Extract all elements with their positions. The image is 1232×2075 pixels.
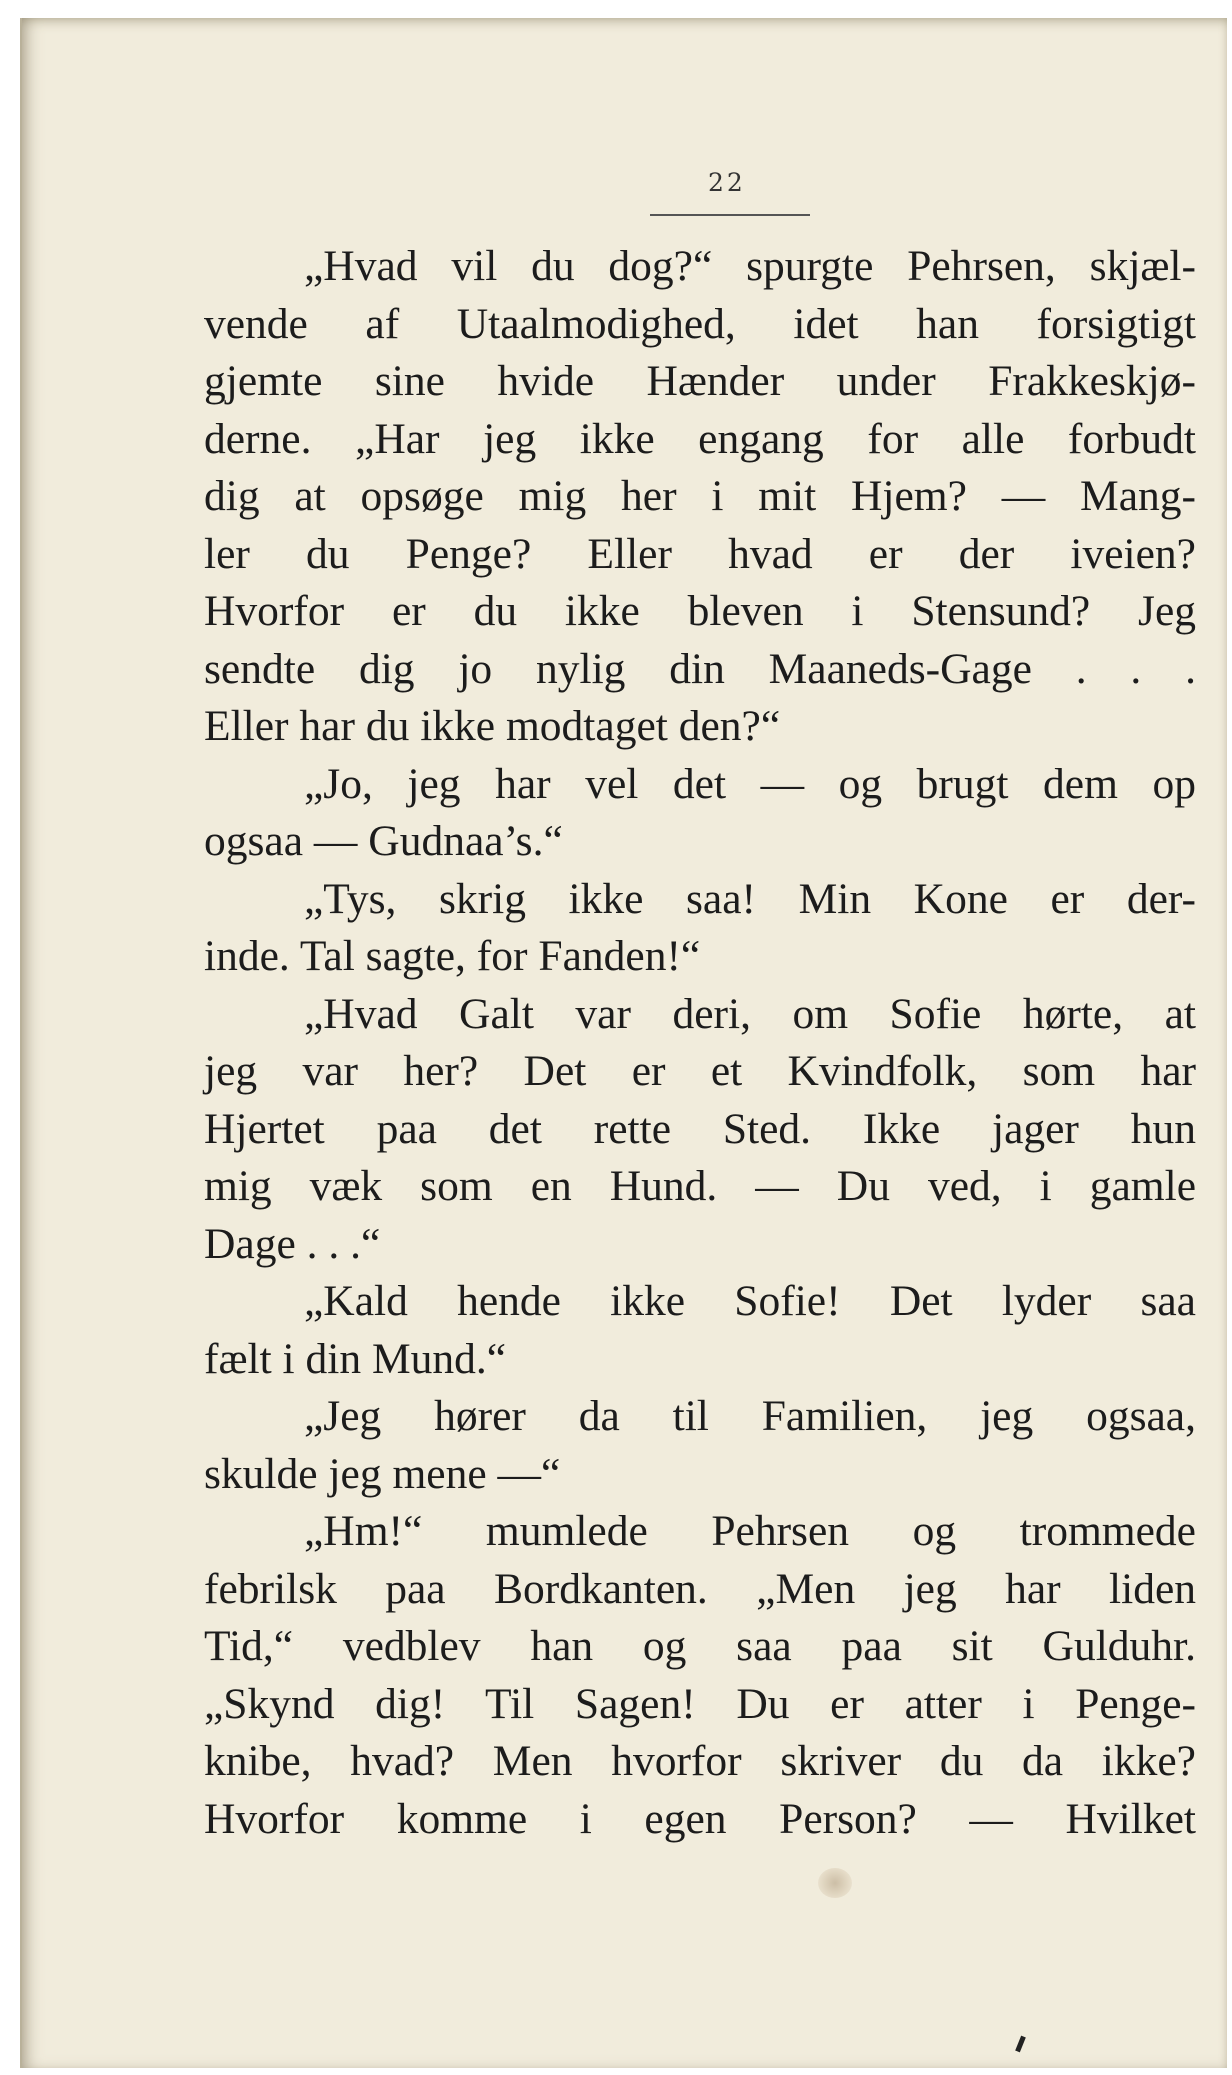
text-line: dig at opsøge mig her i mit Hjem? — Mang- <box>204 472 1196 520</box>
body-text <box>204 238 1196 1848</box>
text-line: Dage . . .“ <box>204 1219 381 1268</box>
text-line: „Jo, jeg har vel det — og brugt dem op <box>304 759 1196 808</box>
text-line: „Kald hende ikke Sofie! Det lyder saa <box>304 1277 1196 1325</box>
page-number: 22 <box>708 168 746 197</box>
text-line: Hjertet paa det rette Sted. Ikke jager hun <box>204 1104 1196 1153</box>
text-line: sendte dig jo nylig din Maaneds-Gage . . . <box>204 644 1196 693</box>
text-line: Eller har du ikke modtaget den?“ <box>204 702 781 750</box>
text-line: gjemte sine hvide Hænder under Frakkeskjø- <box>204 357 1196 405</box>
text-line: „Hm!“ mumlede Pehrsen og trommede <box>304 1507 1196 1555</box>
paper-stain <box>818 1868 852 1898</box>
text-line: „Hvad Galt var deri, om Sofie hørte, at <box>304 989 1196 1038</box>
header-rule <box>650 214 810 216</box>
text-line: Tid,“ vedblev han og saa paa sit Gulduhr. <box>204 1622 1196 1670</box>
text-line: knibe, hvad? Men hvorfor skriver du da ikke? <box>204 1737 1196 1785</box>
text-line: Hvorfor er du ikke bleven i Stensund? Jeg <box>204 587 1196 635</box>
text-line: inde. Tal sagte, for Fanden!“ <box>204 932 701 980</box>
text-line: skulde jeg mene —“ <box>204 1449 561 1498</box>
text-line: „Skynd dig! Til Sagen! Du er atter i Penge- <box>204 1679 1196 1728</box>
text-line: „Tys, skrig ikke saa! Min Kone er der- <box>304 874 1196 923</box>
text-line: „Jeg hører da til Familien, jeg ogsaa, <box>304 1392 1196 1440</box>
text-line: „Hvad vil du dog?“ spurgte Pehrsen, skjæl- <box>304 242 1196 290</box>
text-line: febrilsk paa Bordkanten. „Men jeg har liden <box>204 1564 1196 1613</box>
text-line: jeg var her? Det er et Kvindfolk, som har <box>204 1047 1196 1095</box>
text-line: vende af Utaalmodighed, idet han forsigtigt <box>204 299 1196 348</box>
text-line: Hvorfor komme i egen Person? — Hvilket <box>204 1794 1196 1843</box>
text-line: ler du Penge? Eller hvad er der iveien? <box>204 529 1196 578</box>
text-line: mig væk som en Hund. — Du ved, i gamle <box>204 1162 1196 1210</box>
text-line: fælt i din Mund.“ <box>204 1334 507 1383</box>
text-line: ogsaa — Gudnaa’s.“ <box>204 817 563 865</box>
text-line: derne. „Har jeg ikke engang for alle forbudt <box>204 414 1196 463</box>
